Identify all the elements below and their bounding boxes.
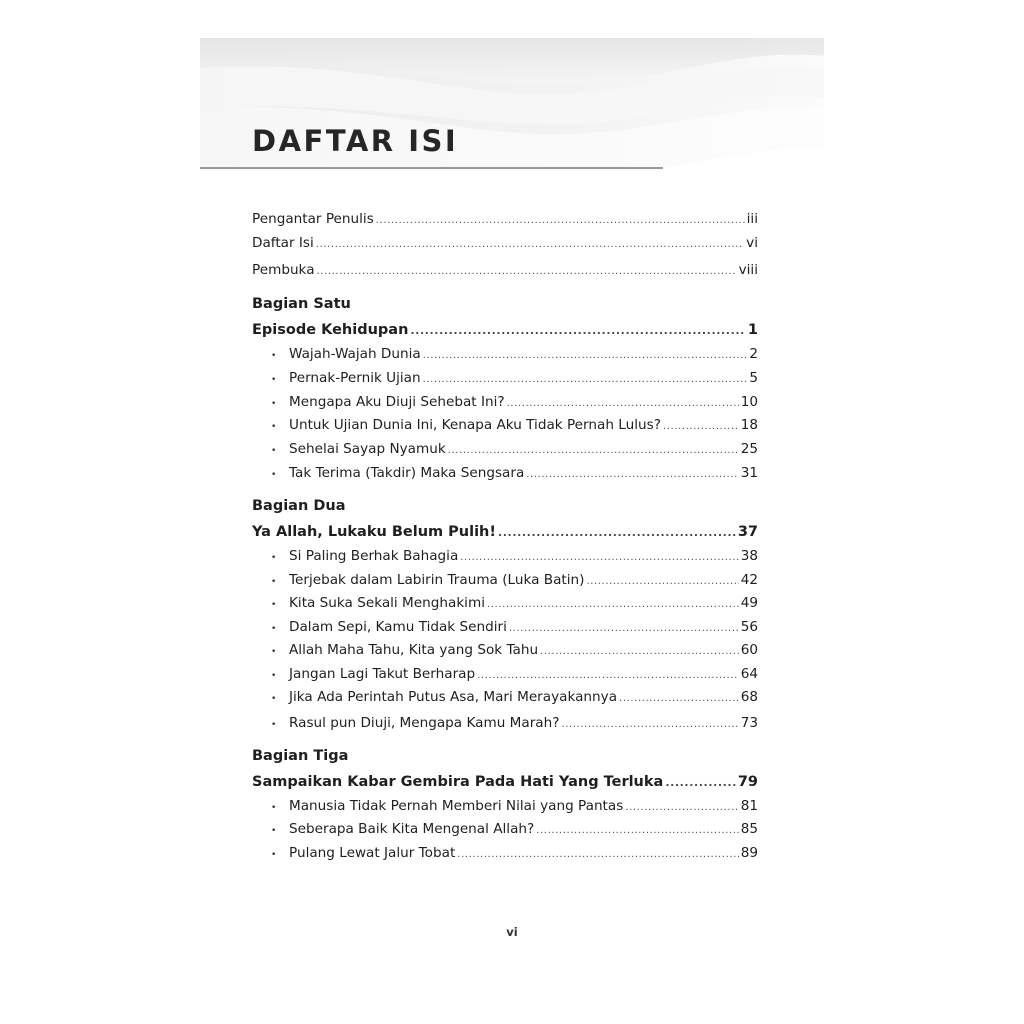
dot-leader (561, 716, 738, 734)
dot-leader (526, 466, 738, 484)
toc-subentry-page: 68 (740, 689, 758, 705)
bullet-icon: • (271, 422, 277, 432)
toc-subentry-page: 89 (740, 845, 758, 861)
toc-subentry (271, 440, 758, 460)
toc-entry (252, 234, 758, 254)
bullet-icon: • (271, 577, 277, 587)
toc-entry-label: Pengantar Penulis (252, 211, 374, 227)
toc-subentry (271, 820, 758, 840)
dot-leader (663, 418, 739, 436)
toc-subentry (271, 797, 758, 817)
bullet-icon: • (271, 399, 277, 409)
toc-entry-label: Pembuka (252, 262, 315, 278)
toc-subentry (271, 618, 758, 638)
toc-subentry-page: 18 (740, 417, 758, 433)
chapter-entry (252, 773, 758, 792)
chapter-page: 79 (737, 774, 758, 790)
dot-leader (498, 524, 736, 542)
bullet-icon: • (271, 470, 277, 480)
toc-subentry-label: Mengapa Aku Diuji Sehebat Ini? (289, 394, 505, 410)
toc-subentry-page: 38 (740, 548, 758, 564)
toc-subentry-page: 5 (749, 370, 758, 386)
dot-leader (540, 643, 739, 661)
toc-subentry-page: 42 (740, 572, 758, 588)
toc-subentry (271, 393, 758, 413)
toc-subentry (271, 594, 758, 614)
toc-subentry-label: Rasul pun Diuji, Mengapa Kamu Marah? (289, 715, 560, 731)
dot-leader (460, 549, 738, 567)
toc-subentry (271, 844, 758, 864)
toc-entry-label: Daftar Isi (252, 235, 314, 251)
toc-subentry-label: Pulang Lewat Jalur Tobat (289, 845, 456, 861)
toc-subentry-label: Si Paling Berhak Bahagia (289, 548, 459, 564)
toc-subentry-label: Tak Terima (Takdir) Maka Sengsara (289, 465, 525, 481)
toc-entry (252, 210, 758, 230)
toc-subentry (271, 665, 758, 685)
toc-subentry (271, 369, 758, 389)
toc-subentry-label: Allah Maha Tahu, Kita yang Sok Tahu (289, 642, 539, 658)
toc-subentry-label: Wajah-Wajah Dunia (289, 346, 421, 362)
page-title: DAFTAR ISI (252, 124, 459, 158)
toc-subentry-page: 81 (740, 798, 758, 814)
bullet-icon: • (271, 351, 277, 361)
toc-subentry-label: Jika Ada Perintah Putus Asa, Mari Merayakannya (289, 689, 618, 705)
toc-subentry-label: Seberapa Baik Kita Mengenal Allah? (289, 821, 535, 837)
toc-entry (252, 261, 758, 281)
toc-subentry (271, 345, 758, 365)
dot-leader (536, 822, 738, 840)
page-header-banner (200, 38, 824, 198)
bullet-icon: • (271, 600, 277, 610)
toc-subentry-page: 60 (740, 642, 758, 658)
part-heading: Bagian Tiga (252, 748, 349, 764)
chapter-page: 1 (747, 322, 758, 338)
toc-subentry (271, 416, 758, 436)
toc-subentry-page: 25 (740, 441, 758, 457)
title-divider (200, 167, 663, 169)
dot-leader (316, 236, 744, 254)
bullet-icon: • (271, 720, 277, 730)
toc-subentry (271, 547, 758, 567)
toc-subentry-page: 56 (740, 619, 758, 635)
dot-leader (625, 799, 738, 817)
toc-subentry-page: 2 (749, 346, 758, 362)
bullet-icon: • (271, 850, 277, 860)
toc-subentry-label: Manusia Tidak Pernah Memberi Nilai yang Pantas (289, 798, 624, 814)
part-heading: Bagian Dua (252, 498, 346, 514)
bullet-icon: • (271, 694, 277, 704)
bullet-icon: • (271, 647, 277, 657)
bullet-icon: • (271, 446, 277, 456)
dot-leader (509, 620, 739, 638)
toc-subentry-label: Jangan Lagi Takut Berharap (289, 666, 476, 682)
wave-decoration (200, 38, 824, 198)
toc-subentry-page: 64 (740, 666, 758, 682)
chapter-entry (252, 321, 758, 340)
dot-leader (665, 774, 736, 792)
bullet-icon: • (271, 553, 277, 563)
page-number: vi (506, 925, 518, 939)
toc-subentry-label: Dalam Sepi, Kamu Tidak Sendiri (289, 619, 507, 635)
toc-subentry-page: 31 (740, 465, 758, 481)
dot-leader (376, 212, 745, 230)
chapter-label: Episode Kehidupan (252, 322, 409, 338)
dot-leader (448, 442, 739, 460)
chapter-label: Ya Allah, Lukaku Belum Pulih! (252, 524, 496, 540)
toc-subentry-page: 85 (740, 821, 758, 837)
dot-leader (507, 395, 739, 413)
toc-entry-page: vi (746, 235, 758, 251)
toc-subentry-label: Untuk Ujian Dunia Ini, Kenapa Aku Tidak Pernah Lulus? (289, 417, 661, 433)
toc-subentry-label: Pernak-Pernik Ujian (289, 370, 421, 386)
dot-leader (423, 347, 748, 365)
book-page (200, 38, 824, 998)
dot-leader (457, 846, 738, 864)
toc-subentry-label: Terjebak dalam Labirin Trauma (Luka Batin) (289, 572, 585, 588)
bullet-icon: • (271, 671, 277, 681)
dot-leader (423, 371, 748, 389)
toc-subentry (271, 714, 758, 734)
dot-leader (410, 322, 746, 340)
toc-subentry (271, 571, 758, 591)
chapter-label: Sampaikan Kabar Gembira Pada Hati Yang Terluka (252, 774, 664, 790)
chapter-entry (252, 523, 758, 542)
toc-entry-page: iii (746, 211, 758, 227)
toc-subentry-page: 10 (740, 394, 758, 410)
dot-leader (619, 690, 739, 708)
bullet-icon: • (271, 375, 277, 385)
toc-subentry (271, 688, 758, 708)
toc-subentry-page: 49 (740, 595, 758, 611)
part-heading: Bagian Satu (252, 296, 351, 312)
dot-leader (477, 667, 739, 685)
toc-subentry (271, 464, 758, 484)
dot-leader (487, 596, 739, 614)
toc-subentry-label: Kita Suka Sekali Menghakimi (289, 595, 485, 611)
bullet-icon: • (271, 803, 277, 813)
dot-leader (586, 573, 738, 591)
toc-subentry-page: 73 (740, 715, 758, 731)
bullet-icon: • (271, 624, 277, 634)
toc-subentry (271, 641, 758, 661)
toc-subentry-label: Sehelai Sayap Nyamuk (289, 441, 446, 457)
chapter-page: 37 (737, 524, 758, 540)
bullet-icon: • (271, 826, 277, 836)
toc-entry-page: viii (738, 262, 758, 278)
dot-leader (317, 263, 737, 281)
